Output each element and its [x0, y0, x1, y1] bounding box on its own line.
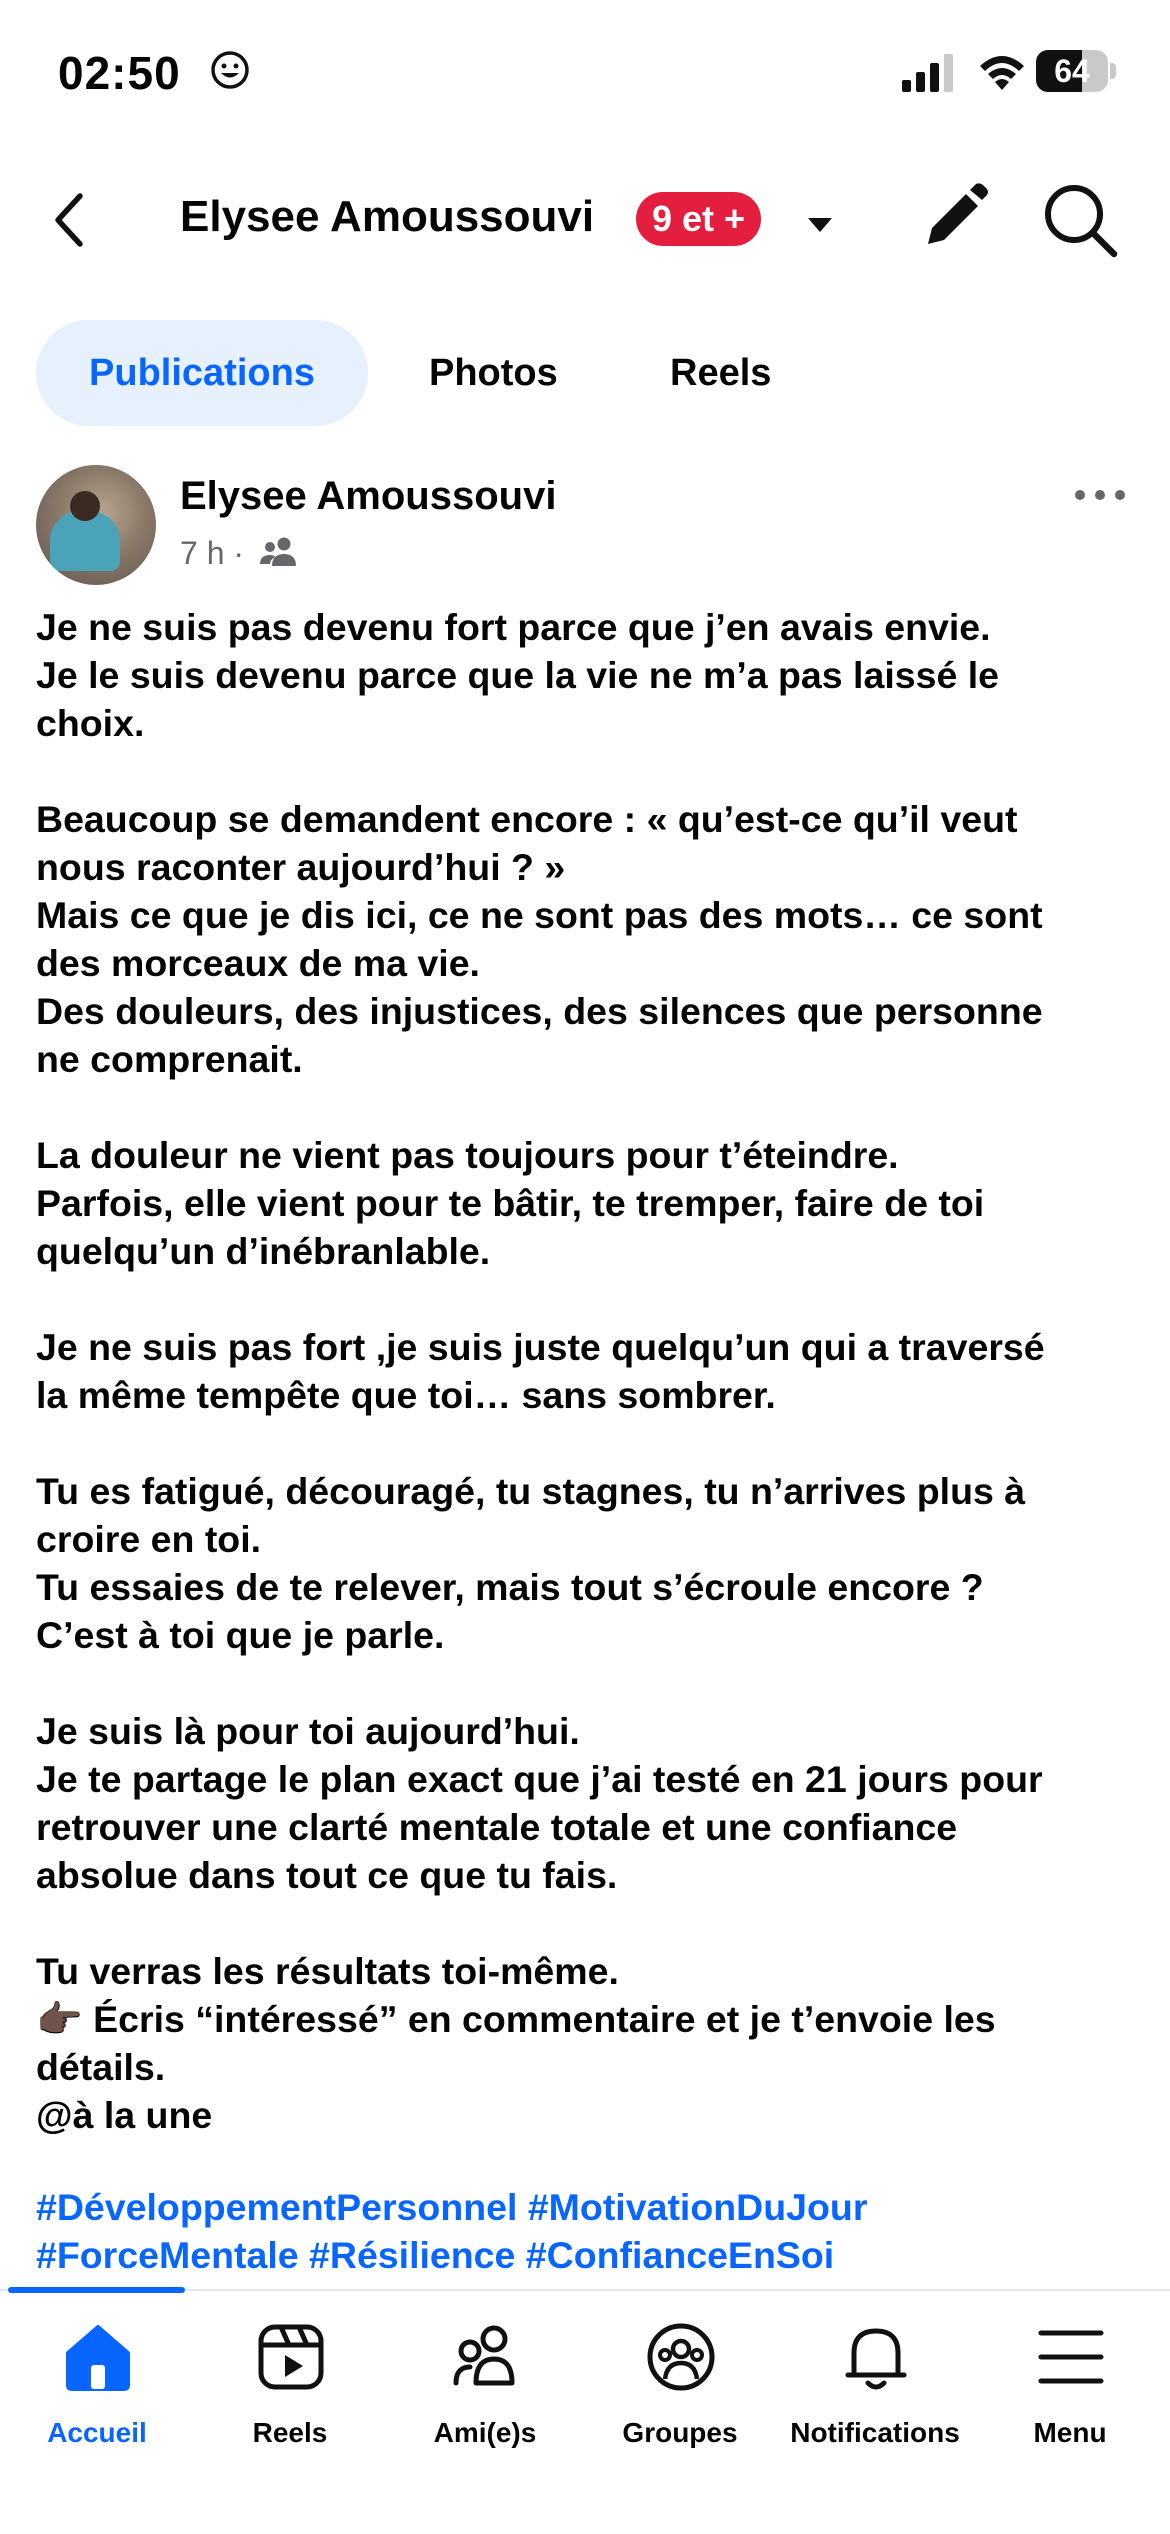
- tab-reels[interactable]: Reels: [670, 352, 772, 394]
- nav-reels[interactable]: Reels: [195, 2291, 385, 2491]
- hashtag-line[interactable]: #ForceMentale #Résilience #ConfianceEnSoi: [36, 2234, 835, 2276]
- post-paragraph: Je ne suis pas fort ,je suis juste quelqu’un qui a traversé la même tempête que toi… sans sombrer.: [36, 1326, 1045, 1416]
- tab-publications[interactable]: Publications: [36, 320, 368, 426]
- post-paragraph: Je ne suis pas devenu fort parce que j’en avais envie. Je le suis devenu parce que la vie ne m’a pas laissé le choix.: [36, 606, 1000, 744]
- post-paragraph: Beaucoup se demandent encore : « qu’est-ce qu’il veut nous raconter aujourd’hui ? » Mais ce que je dis ici, ce ne sont pas des mots… ce sont des morceaux de ma vie. Des douleurs, des injustices, des silences que personne ne comprenait.: [36, 798, 1043, 1080]
- post-timestamp[interactable]: 7 h ·: [180, 535, 245, 571]
- nav-home[interactable]: Accueil: [2, 2291, 192, 2491]
- groups-icon: [645, 2321, 717, 2393]
- bottom-navigation: [0, 2289, 1170, 2534]
- friends-icon: [450, 2321, 522, 2393]
- profile-header: [0, 150, 1170, 290]
- search-icon[interactable]: [1040, 180, 1120, 260]
- wifi-icon: [976, 50, 1028, 92]
- nav-menu[interactable]: Menu: [975, 2291, 1165, 2491]
- tab-photos[interactable]: Photos: [429, 352, 558, 394]
- chevron-down-icon[interactable]: [800, 204, 840, 244]
- post-paragraph: Je suis là pour toi aujourd’hui. Je te partage le plan exact que j’ai testé en 21 jours pour retrouver une clarté mentale totale et une confiance absolue dans tout ce que tu fais.: [36, 1710, 1043, 1896]
- cellular-signal-icon: [900, 52, 956, 92]
- post-hashtags[interactable]: [36, 2183, 1136, 2279]
- clock: 02:50: [58, 47, 181, 99]
- reels-icon: [255, 2321, 327, 2393]
- home-icon: [62, 2321, 134, 2393]
- post-paragraph: Tu es fatigué, découragé, tu stagnes, tu n’arrives plus à croire en toi. Tu essaies de te relever, mais tout s’écroule encore ? C’est à toi que je parle.: [36, 1470, 1026, 1656]
- friends-audience-icon: [258, 534, 298, 570]
- post-paragraph: Tu verras les résultats toi-même. 👉🏿 Écris “intéressé” en commentaire et je t’envoie les détails. @à la une: [36, 1950, 996, 2136]
- battery-indicator: 64: [1036, 50, 1116, 92]
- avatar[interactable]: [36, 465, 156, 585]
- status-bar: [0, 0, 1170, 150]
- post-text: [36, 603, 1136, 2187]
- nav-friends[interactable]: Ami(e)s: [390, 2291, 580, 2491]
- profile-name[interactable]: Elysee Amoussouvi: [180, 192, 595, 241]
- bell-icon: [840, 2321, 912, 2393]
- nav-notifications[interactable]: Notifications: [780, 2291, 970, 2491]
- edit-pencil-icon[interactable]: [918, 180, 992, 254]
- hashtag-line[interactable]: #DéveloppementPersonnel #MotivationDuJour: [36, 2186, 868, 2228]
- nav-groups[interactable]: Groupes: [585, 2291, 775, 2491]
- back-arrow-icon[interactable]: [38, 186, 106, 254]
- more-options-icon[interactable]: [1070, 480, 1130, 510]
- profile-tabs: [36, 320, 1136, 426]
- post-paragraph: La douleur ne vient pas toujours pour t’éteindre. Parfois, elle vient pour te bâtir, te tremper, faire de toi quelqu’un d’inébranlable.: [36, 1134, 985, 1272]
- post-author[interactable]: Elysee Amoussouvi: [180, 474, 557, 518]
- smiley-icon: [210, 50, 250, 90]
- menu-icon: [1035, 2321, 1107, 2393]
- notification-badge[interactable]: 9 et +: [636, 192, 761, 246]
